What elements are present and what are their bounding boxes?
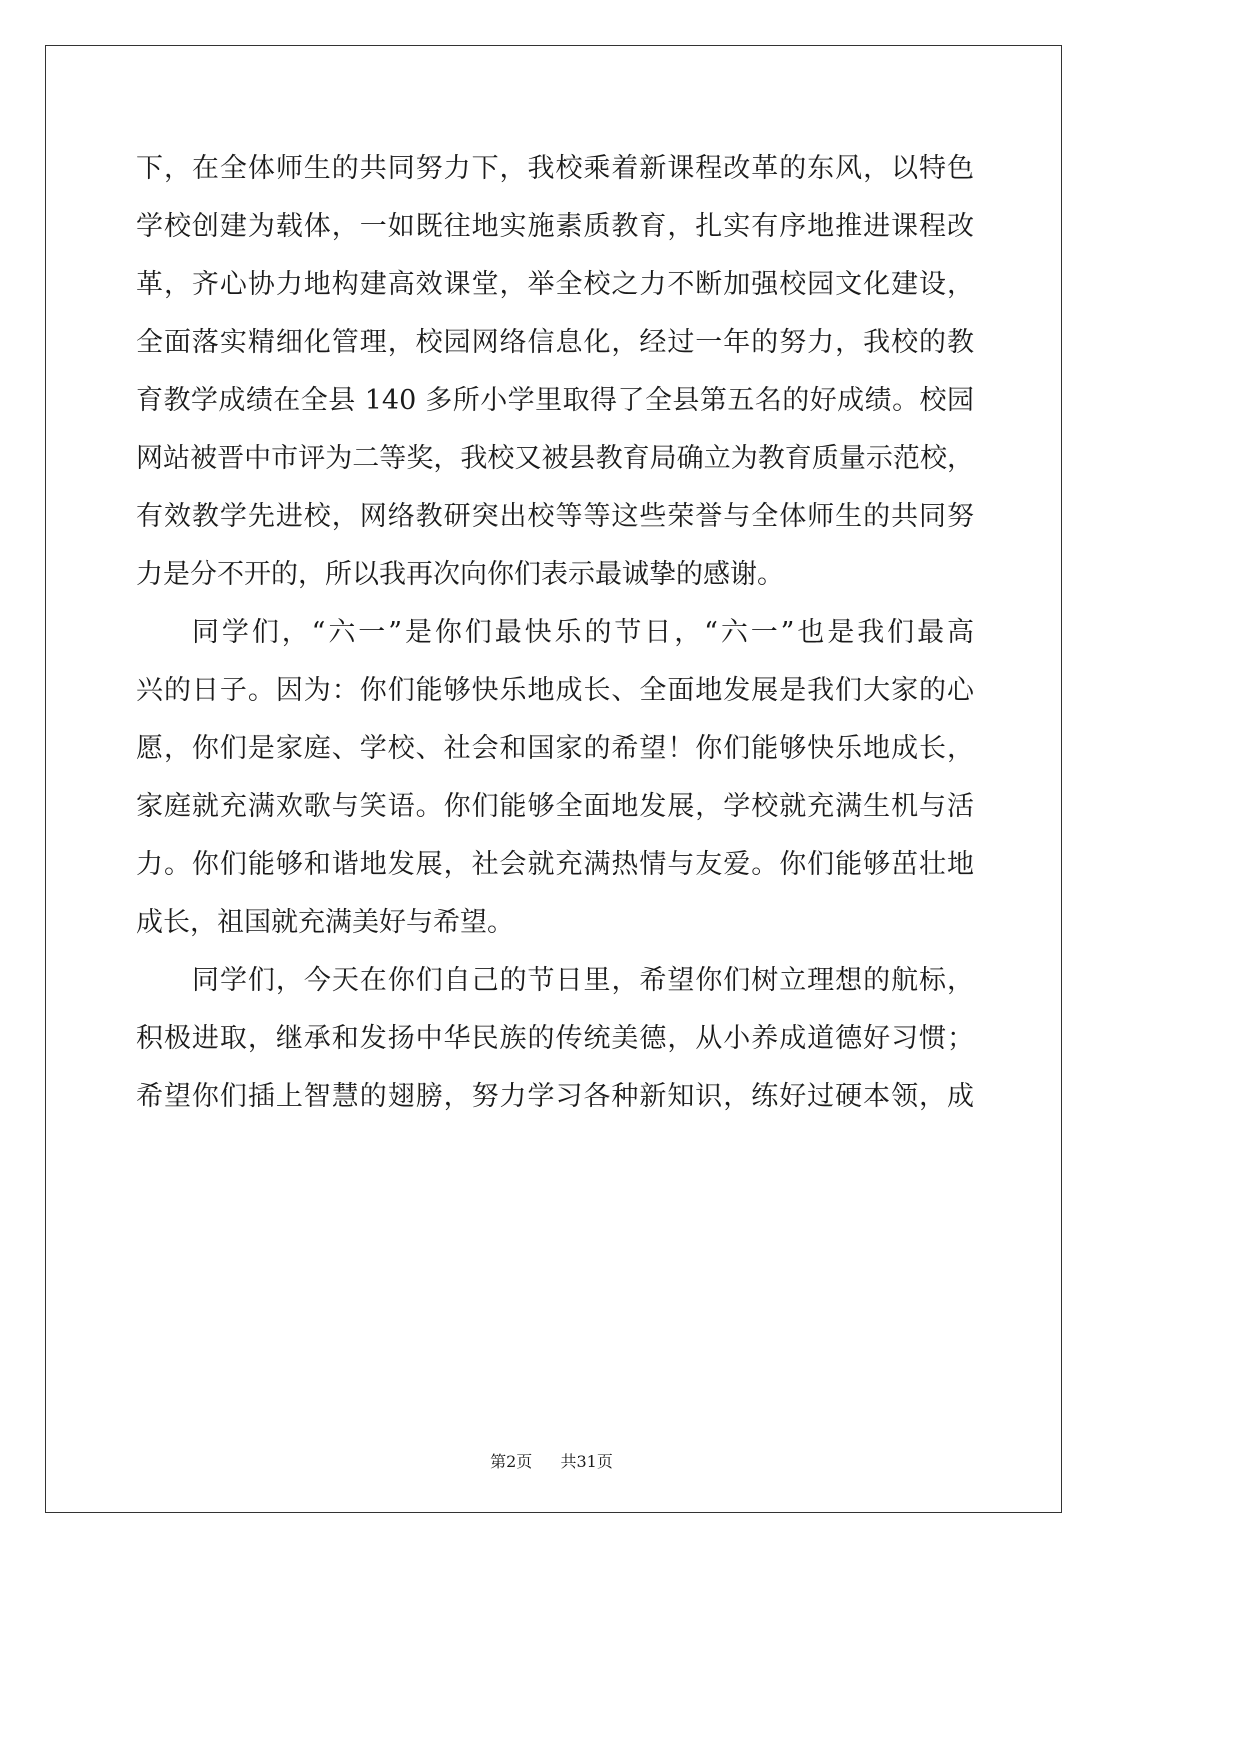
text-line: 力是分不开的，所以我再次向你们表示最诚挚的感谢。 [136, 559, 784, 590]
text-line: 下，在全体师生的共同努力下，我校乘着新课程改革的东风，以特色 [136, 153, 974, 184]
current-page-number: 第2页 [490, 1452, 533, 1471]
document-body [136, 140, 974, 1126]
text-line: 学校创建为载体，一如既往地实施素质教育，扎实有序地推进课程改 [136, 211, 974, 242]
page-footer [0, 1452, 1103, 1472]
total-page-count: 共31页 [560, 1452, 613, 1471]
text-line: 家庭就充满欢歌与笑语。你们能够全面地发展，学校就充满生机与活 [136, 791, 974, 822]
text-line: 兴的日子。因为：你们能够快乐地成长、全面地发展是我们大家的心 [136, 675, 974, 706]
text-line: 愿，你们是家庭、学校、社会和国家的希望！你们能够快乐地成长， [136, 733, 974, 764]
text-line: 育教学成绩在全县 140 多所小学里取得了全县第五名的好成绩。校园 [136, 385, 974, 416]
text-line: 有效教学先进校，网络教研突出校等等这些荣誉与全体师生的共同努 [136, 501, 974, 532]
text-line: 同学们，“六一”是你们最快乐的节日，“六一”也是我们最高 [192, 617, 974, 648]
paragraph-3 [136, 952, 974, 1126]
text-line: 革，齐心协力地构建高效课堂，举全校之力不断加强校园文化建设， [136, 269, 974, 300]
text-line: 同学们，今天在你们自己的节日里，希望你们树立理想的航标， [192, 965, 974, 996]
paragraph-2 [136, 604, 974, 952]
text-line: 网站被晋中市评为二等奖，我校又被县教育局确立为教育质量示范校， [136, 443, 974, 474]
text-line: 成长，祖国就充满美好与希望。 [136, 907, 514, 938]
text-line: 希望你们插上智慧的翅膀，努力学习各种新知识，练好过硬本领，成 [136, 1081, 974, 1112]
text-line: 积极进取，继承和发扬中华民族的传统美德，从小养成道德好习惯； [136, 1023, 974, 1054]
paragraph-1 [136, 140, 974, 604]
text-line: 力。你们能够和谐地发展，社会就充满热情与友爱。你们能够茁壮地 [136, 849, 974, 880]
text-line: 全面落实精细化管理，校园网络信息化，经过一年的努力，我校的教 [136, 327, 974, 358]
